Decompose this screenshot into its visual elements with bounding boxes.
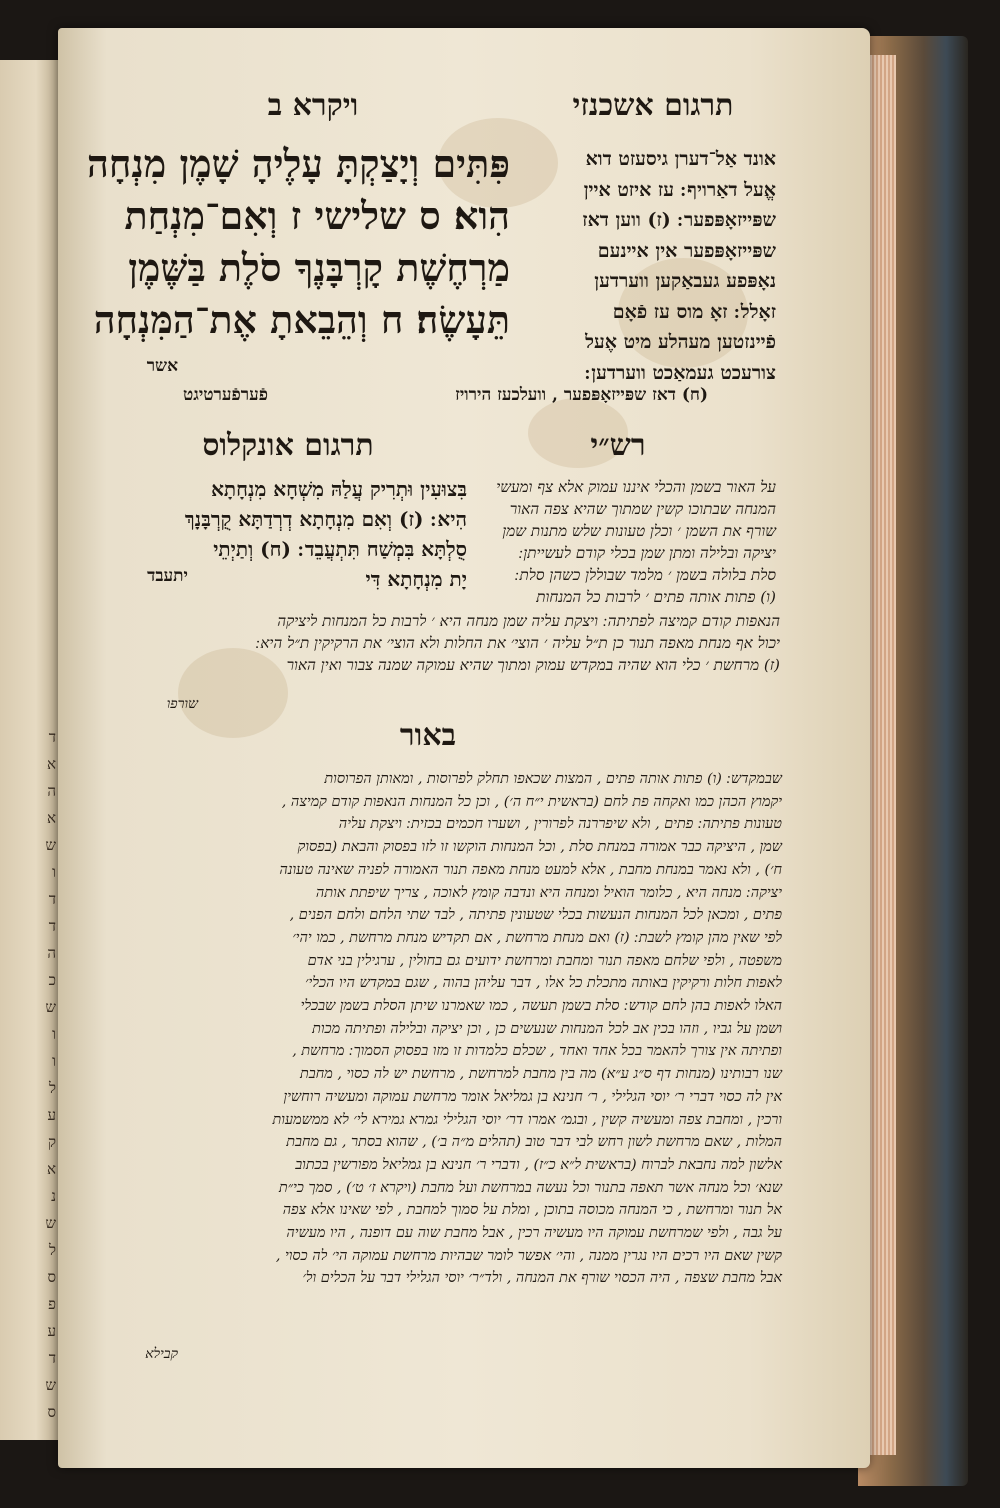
- beur-line: יציקה ׃ מנחה היא , כלומר הואיל ומנחה היא ונדבה קומץ לאוכה , צריך שיפתת אותה: [315, 884, 782, 901]
- beur-line: פתים , ומכאן לכל המנחות הנעשות בכלי שטעונין פתיתה , לבד שתי הלחם ולחם הפנים ,: [289, 907, 782, 924]
- rashi-full: [80, 610, 780, 676]
- beur-line: ח׳) , ולא נאמר במנחת מחבת , אלא למעט מנחת מאפה תנור האמורה לפניה שאינה טעונה: [279, 861, 782, 878]
- left-page-fragment: ש: [45, 998, 56, 1016]
- beur-line: יקמוץ הכהן כמו ואקחה פת לחם (בראשית י״ח ה׳) , וכן כל המנחות הנאפות קודם קמיצה ,: [281, 793, 782, 810]
- beur-line: אין לה כסוי דברי ר׳ יוסי הגלילי , ר׳ חנינא בן גמליאל אומר מרחשת עמוקה ומעשיה רוחשין: [283, 1088, 782, 1105]
- left-page-fragment: ד: [48, 917, 56, 935]
- yiddish-line: צורעכט געמאַכט ווערדען ׃: [584, 361, 776, 384]
- beur-line: המלות , שאם מרחשת לשון רחש לבי דבר טוב (תהלים מ״ה ב׳) , שהוא בסתר , גם מחבת: [286, 1134, 782, 1151]
- left-page-fragment: ד: [48, 1349, 56, 1367]
- beur-line: אלשון למה נחבאת לברוח (בראשית ל״א כ״ז) , ודברי ר׳ חנינא בן גמליאל מפורשין בכתוב: [295, 1156, 782, 1173]
- onkelos-line: יָת מִנְחָתָא דִּי: [365, 567, 467, 591]
- verse-line: תֵּעָשֶׂה׃ ח וְהֵבֵאתָ אֶת־הַמִּנְחָה: [93, 297, 510, 342]
- rashi-line: על האור בשמן והכלי איננו עמוק אלא צף ומעשי: [496, 478, 776, 496]
- yiddish-line: נאָפּפע געבאַקען ווערדען: [594, 270, 776, 292]
- beur-line: משפטה , ולפי שלחם מאפה תנור ומחבת ומרחשת ידועים גם בחולין , ערגילין בני אדם: [307, 952, 782, 969]
- yiddish-line: זאָלל ׃ זאָ מוס עז פֿאָם: [612, 300, 776, 323]
- left-page-fragment: ס: [47, 1268, 56, 1286]
- onkelos-catchword: יתעבד: [147, 566, 188, 586]
- left-page-fragment: ה: [47, 944, 56, 962]
- yiddish-block: [536, 144, 776, 388]
- rashi-line: שורף את השמן ׳ וכלן טעונות שלש מתנות שמן: [502, 522, 776, 540]
- beur-line: שמן , היציקה כבר אמורה במנחת סלת , וכל המנחות הוקשו זו לזו בפסוק והבאת (בפסוק: [297, 839, 782, 856]
- left-page-fragment: ו: [52, 1052, 56, 1070]
- yiddish-line: שפּייזאָפּפער ׃ (ז) ווען דאז: [582, 209, 776, 231]
- left-page-fragment: ו: [52, 863, 56, 881]
- rashi-line: הנאפות קודם קמיצה לפתיתה ׃ ויצקת עליה שמן מנחה היא ׳ לרבות כל המנחות ליציקה: [277, 612, 780, 630]
- onkelos-line: הִיא ׃ (ז) וְאִם מִנְחָתָא דְרְדַתָּא קֻרְבָּנָךְ: [184, 507, 467, 531]
- left-page-fragment: ס: [47, 1403, 56, 1421]
- left-page-fragment: ש: [45, 836, 56, 854]
- verse-line: פִּתִּים וְיָצַקְתָּ עָלֶיהָ שָׁמֶן מִנְחָה: [87, 141, 510, 186]
- left-page-fragment: פ: [48, 1295, 56, 1313]
- rashi-line: (ו) פתות אותה פתים ׳ לרבות כל המנחות: [536, 588, 776, 606]
- onkelos-line: בִּצוּעִין וּתְרִיק עֲלַהּ מִשְׁחָא מִנְחָתָא: [211, 477, 467, 501]
- beur-title: באור: [399, 718, 457, 753]
- beur-line: אבל מחבת שצפה , היה הכסוי שורף את המנחה , ולד״ר׳ יוסי הגלילי דבר על הכלים ול׳: [302, 1270, 782, 1287]
- yiddish-line: פֿיינזטען מעהלע מיט אֶעל: [585, 331, 776, 353]
- yiddish-line: אונד אַל־דערן גיסעזט דוא: [585, 148, 776, 170]
- left-page-fragment: א: [46, 755, 56, 773]
- running-head-targum: תרגום אשכנזי: [572, 88, 734, 123]
- rashi-line: המנחה שבתוכו קשין שמתוך שהיא צפה האור: [509, 500, 776, 518]
- beur-line: ורכין , ומחבת צפה ומעשיה קשין , ובגמ׳ אמרו דר׳ יוסי הגלילי גמרא גמירא לי׳ לא ממשמעות: [272, 1111, 782, 1128]
- beur-line: אל תנור ומרחשת , כי המנחה מכוסה בתוכן , ומלת על סמוך למחבת , לפי שאינו אלא צפה: [282, 1202, 782, 1219]
- running-head-book: ויקרא ב: [267, 88, 359, 123]
- beur-line: לפי שאין מהן קומץ לשבת ׃ (ז) ואם מנחת מרחשת , אם תקדיש מנחת מרחשת , כמו יהי׳: [292, 929, 782, 946]
- left-page-fragment: ש: [45, 1376, 56, 1394]
- left-page-fragment: נ: [51, 1187, 56, 1205]
- beur-block: [74, 768, 782, 1290]
- left-page-fragment: ש: [45, 1214, 56, 1232]
- rashi-line: יציקה ובלילה ומתן שמן בכלי קודם לעשייתן ׃: [518, 544, 776, 562]
- rashi-line: (ז) מרחשת ׳ כלי הוא שהיה במקדש עמוק ומתוך שהיא עמוקה שמנה צבור ואין האור: [286, 656, 780, 674]
- rashi-title: רש״י: [590, 428, 646, 463]
- left-page-fragment: ק: [47, 1133, 56, 1151]
- beur-line: ושמן על גביו , וזהו בכין אב לכל המנחות שנעשים כן , וכן יציקה ובלילה ופתיתה מכות: [312, 1020, 782, 1037]
- beur-line: שנו רבותינו (מנחות דף ס״ג ע״א) מה בין מחבת למרחשת , מרחשת יש לה כסוי , מחבת: [300, 1066, 782, 1083]
- rashi-column: [436, 476, 776, 608]
- onkelos-title: תרגום אונקלוס: [202, 428, 374, 463]
- left-page-edge: [0, 60, 60, 1440]
- bridge-catchword: פֿערפֿערטיגט: [182, 385, 268, 405]
- left-page-fragment: כ: [48, 971, 56, 989]
- beur-line: ופתיתה אין צורך להאמר בכל אחד ואחד , שכלם כלמדות זו מזו בפסוק הסמוך ׃ מרחשת ,: [292, 1043, 782, 1060]
- verse-line: הִוא׃ ס שלישי ז וְאִם־מִנְחַת: [124, 193, 510, 238]
- beur-line: לאפות חלות ורקיקין באותה מתכלת כל אלו , דבר עליהן בהוה , שגם במקדש היו הכלי׳: [305, 975, 782, 992]
- left-page-fragment: ה: [47, 782, 56, 800]
- rashi-line: סלת בלולה בשמן ׳ מלמד שבוללן כשהן סלת ׃: [514, 566, 776, 584]
- left-page-fragment: א: [46, 1160, 56, 1178]
- yiddish-line: אֱעל דאַרויף ׃ עז איזט איין: [583, 178, 776, 201]
- beur-catchword: קבילא: [145, 1346, 178, 1362]
- left-page-fragment: ע: [47, 1106, 56, 1124]
- verse-block: [80, 138, 510, 346]
- beur-line: טעונות פתיתה ׃ פתים , ולא שיפררנה לפרורין , ושערו חכמים בכזית ׃ ויצקת עליה: [338, 816, 782, 833]
- verse-line: מַרְחֶשֶׁת קָרְבָּנֶךָ סֹלֶת בַּשֶּׁמֶן: [128, 245, 510, 290]
- left-page-fragment: ע: [47, 1322, 56, 1340]
- left-page-fragment: ל: [48, 1079, 56, 1097]
- beur-line: שנא׳ וכל מנחה אשר תאפה בתנור וכל נעשה במרחשת ועל מחבת (ויקרא ז׳ ט׳) , סמך כי״ת: [278, 1179, 782, 1196]
- yiddish-line: שפּייזאָפּפער אין איינעם: [597, 239, 776, 262]
- left-page-fragment: א: [46, 809, 56, 827]
- left-page-fragment: ו: [52, 1025, 56, 1043]
- beur-line: שבמקדש ׃ (ו) פתות אותה פתים , המצות שכאפו תחלק לפרוסות , ומאותן הפרוסות: [324, 771, 782, 787]
- beur-line: קשין שאם היו רכים היו נגרין ממנה , והי׳ אפשר לומר שבהיות מרחשת עמוקה הי׳ לה כסוי ,: [275, 1247, 782, 1264]
- left-page-fragment: ד: [48, 890, 56, 908]
- left-page-fragment: ל: [48, 1241, 56, 1259]
- book-page: [58, 28, 870, 1468]
- left-page-fragment: ד: [48, 728, 56, 746]
- verse-catchword: אשר: [146, 356, 178, 376]
- yiddish-bridge-line: (ח) דאז שפּייזאָפּפער , וועלכעז הירויז: [455, 385, 708, 405]
- rashi-catchword: שורפו: [166, 696, 198, 712]
- beur-line: על גבה , ולפי שמרחשת עמוקה היו מעשיה רכין , אבל מחבת שוה עם דופנה , היו מעשיה: [286, 1225, 782, 1242]
- beur-line: האלו לאפות בהן לחם קודש ׃ סלת בשמן תעשה , כמו שאמרנו שיתן הסלת בשמן שבכלי: [300, 998, 782, 1015]
- onkelos-line: סֻלְתָּא בִּמְשַׁח תִּתְעֲבֵד ׃ (ח) וְתַיְתֵי: [213, 537, 467, 561]
- rashi-line: יכול אף מנחת מאפה תנור כן ת״ל עליה ׳ הוצי׳ את החלות ולא הוצי׳ את הרקיקין ת״ל היא ׃: [255, 634, 780, 652]
